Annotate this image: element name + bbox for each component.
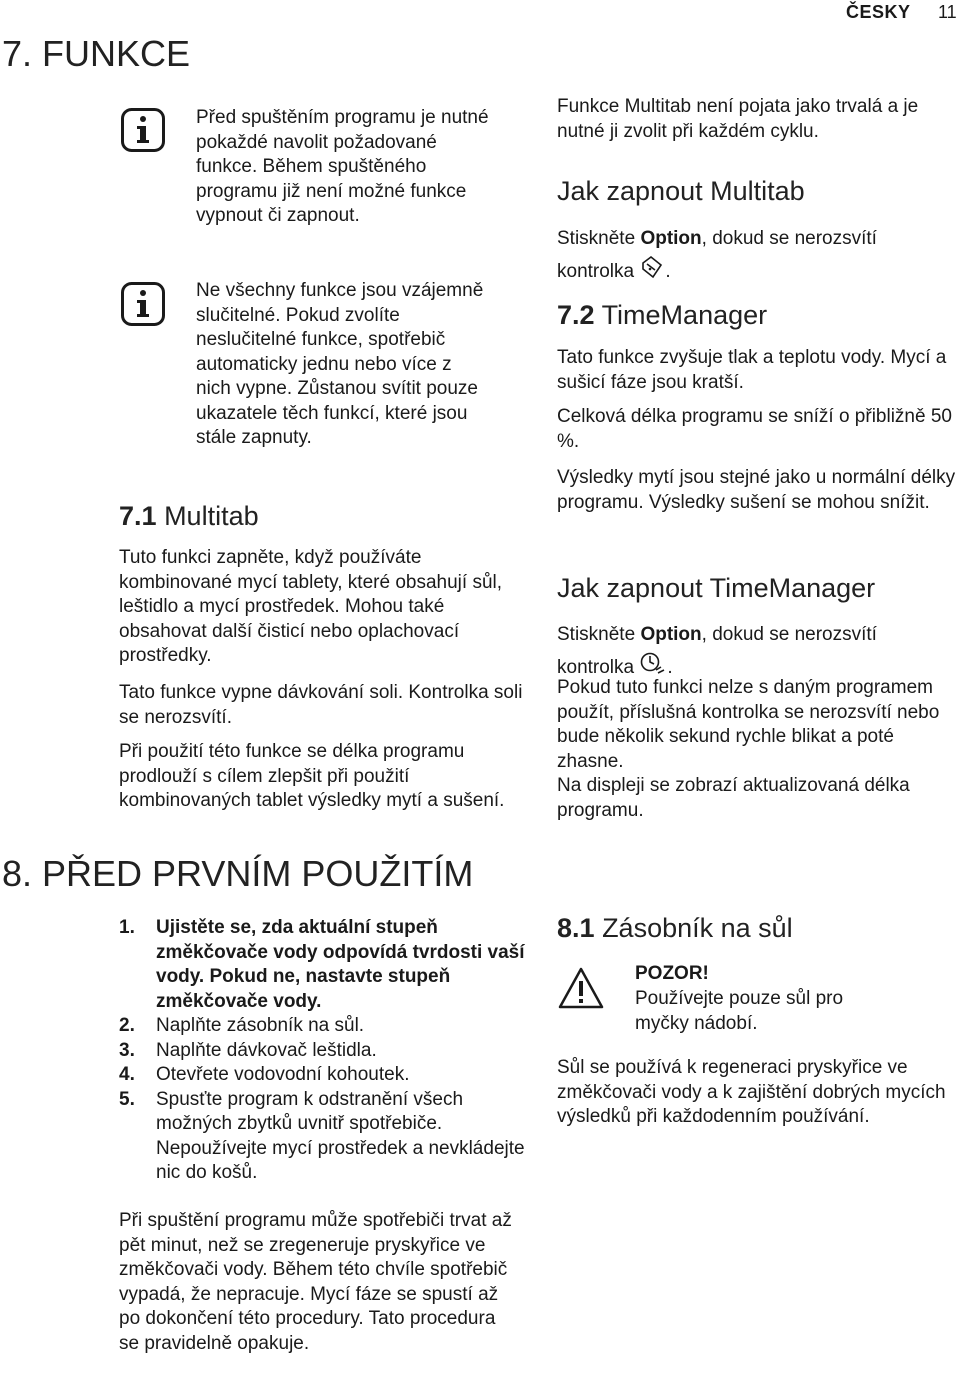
timemanager-unavailable-note: Pokud tuto funkci nelze s daným programem použít, příslušná kontrolka se nerozsvítí nebo bude několik sekund rychle blikat a poté zhasne. bbox=[557, 677, 940, 772]
timemanager-howto-text: Stiskněte Option, dokud se nerozsvítí kontrolka . bbox=[557, 624, 877, 678]
multitab-duration-note: Při použití této funkce se délka programu prodlouží s cílem zlepšit při použití kombinovaných tablet výsledky mytí a sušení. bbox=[119, 741, 505, 811]
multitab-salt-note: Tato funkce vypne dávkování soli. Kontrolka soli se nerozsvítí. bbox=[119, 682, 523, 728]
section-title: Zásobník na sůl bbox=[602, 913, 793, 943]
caution-title: POZOR! bbox=[635, 963, 709, 984]
setup-after-note: Při spuštění programu může spotřebiči trvat až pět minut, než se zregeneruje pryskyřice ve změkčovači vody. Během této chvíle spotřebič vypadá, že nepracuje. Mycí fáze se spustí až po dokončení této procedury. Tato procedura se pravidelně opakuje. bbox=[119, 1210, 512, 1354]
section-title: Multitab bbox=[164, 501, 259, 531]
section-title: TimeManager bbox=[601, 300, 768, 330]
section-7-1-heading bbox=[119, 503, 259, 530]
section-7-title: 7. FUNKCE bbox=[2, 33, 191, 74]
setup-steps-list bbox=[119, 916, 529, 1186]
info-icon bbox=[121, 282, 165, 326]
multitab-description: Tuto funkci zapněte, když používáte kombinované mycí tablety, které obsahují sůl, leštidlo a mycí prostředek. Mohou také obsahovat další čisticí nebo oplachovací prostředky. bbox=[119, 547, 503, 666]
multitab-indicator-icon bbox=[639, 255, 665, 281]
list-item: 5. Spusťte program k odstranění všech možných zbytků uvnitř spotřebiče. Nepoužívejte mycí prostředek a nevkládejte nic do košů. bbox=[119, 1088, 525, 1183]
timemanager-display-note: Na displeji se zobrazí aktualizovaná délka programu. bbox=[557, 775, 910, 821]
list-item: 4. Otevřete vodovodní kohoutek. bbox=[119, 1064, 410, 1085]
list-item: 3. Naplňte dávkovač leštidla. bbox=[119, 1039, 377, 1061]
salt-description: Sůl se používá k regeneraci pryskyřice ve změkčovači vody a k zajištění dobrých mycích výsledků při každodenním používání. bbox=[557, 1057, 946, 1127]
info-note-1: Před spuštěním programu je nutné pokaždé navolit požadované funkce. Během spuštěného programu již není možné funkce vypnout či zapnout. bbox=[196, 107, 489, 226]
timemanager-results: Výsledky mytí jsou stejné jako u normální délky programu. Výsledky sušení se mohou snížit. bbox=[557, 467, 956, 513]
multitab-howto-text: Stiskněte Option, dokud se nerozsvítí kontrolka . bbox=[557, 228, 877, 282]
list-item: 1. Ujistěte se, zda aktuální stupeň změkčovače vody odpovídá tvrdosti vaší vody. Pokud ne, nastavte stupeň změkčovače vody. bbox=[119, 917, 525, 1012]
info-note-2: Ne všechny funkce jsou vzájemně slučitelné. Pokud zvolíte neslučitelné funkce, spotřebič automaticky jednu nebo více z nich vypne. Zůstanou svítit pouze ukazatele těch funkcí, které jsou stále zapnuty. bbox=[196, 280, 484, 448]
multitab-howto-title: Jak zapnout Multitab bbox=[557, 176, 805, 206]
option-button-label: Option bbox=[640, 624, 702, 645]
info-icon bbox=[121, 108, 165, 152]
section-number: 8.1 bbox=[557, 913, 595, 943]
page-number: 11 bbox=[938, 2, 957, 22]
caution-text: Používejte pouze sůl pro myčky nádobí. bbox=[635, 988, 844, 1034]
timemanager-indicator-icon bbox=[639, 651, 667, 677]
section-number: 7.1 bbox=[119, 501, 157, 531]
timemanager-reduction: Celková délka programu se sníží o přibližně 50 %. bbox=[557, 406, 952, 452]
warning-icon bbox=[557, 966, 605, 1010]
multitab-intro: Funkce Multitab není pojata jako trvalá a je nutné ji zvolit při každém cyklu. bbox=[557, 96, 919, 142]
section-7-2-heading bbox=[557, 302, 767, 329]
section-8-1-heading bbox=[557, 915, 793, 942]
section-number: 7.2 bbox=[557, 300, 595, 330]
timemanager-howto-title: Jak zapnout TimeManager bbox=[557, 573, 876, 603]
header-language: ČESKY bbox=[846, 2, 911, 22]
section-8-title: 8. PŘED PRVNÍM POUŽITÍM bbox=[2, 853, 474, 894]
option-button-label: Option bbox=[640, 228, 702, 249]
list-item: 2. Naplňte zásobník na sůl. bbox=[119, 1015, 365, 1036]
timemanager-description: Tato funkce zvyšuje tlak a teplotu vody. Mycí a sušicí fáze jsou kratší. bbox=[557, 347, 947, 393]
